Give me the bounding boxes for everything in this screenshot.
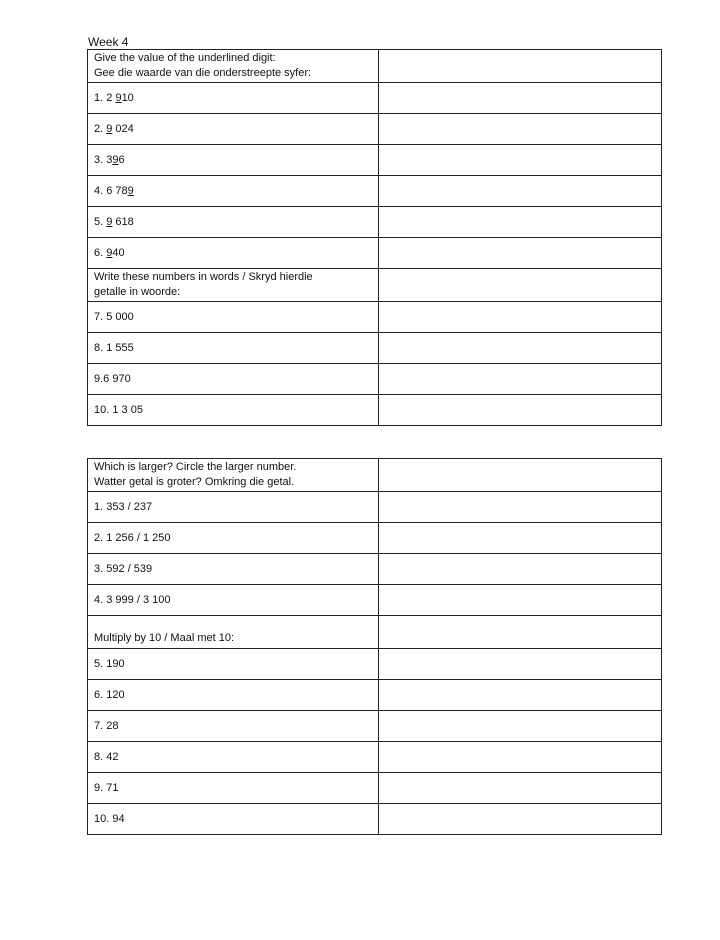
question-cell — [88, 680, 379, 711]
table-row — [88, 83, 662, 114]
section-instruction — [88, 459, 379, 492]
instruction-line: Which is larger? Circle the larger number. — [94, 461, 297, 473]
question-text: 3 999 / 3 100 — [106, 593, 171, 606]
answer-cell[interactable] — [379, 680, 662, 711]
question-text: 5 000 — [106, 310, 134, 323]
answer-cell[interactable] — [379, 238, 662, 269]
section-instruction — [88, 50, 379, 83]
answer-cell[interactable] — [379, 83, 662, 114]
section-instruction — [88, 269, 379, 302]
question-text: 2 — [106, 91, 116, 104]
answer-cell[interactable] — [379, 50, 662, 83]
question-cell — [88, 554, 379, 585]
underlined-digit: 9 — [106, 246, 113, 259]
question-number: 6. — [94, 246, 104, 259]
question-cell — [88, 176, 379, 207]
question-number: 10. — [94, 403, 110, 416]
worksheet-table-2 — [87, 458, 662, 835]
answer-cell[interactable] — [379, 554, 662, 585]
table-row — [88, 773, 662, 804]
question-cell — [88, 523, 379, 554]
question-text: 3 — [106, 153, 113, 166]
question-text: 1 256 / 1 250 — [106, 531, 171, 544]
question-number: 1. — [94, 500, 104, 513]
question-number: 9. — [94, 781, 104, 794]
question-cell — [88, 585, 379, 616]
question-number: 2. — [94, 531, 104, 544]
instruction-line: Write these numbers in words / Skryd hierdie — [94, 271, 313, 283]
question-number: 9 — [94, 372, 101, 385]
question-cell — [88, 364, 379, 395]
question-cell — [88, 773, 379, 804]
answer-cell[interactable] — [379, 364, 662, 395]
question-cell — [88, 238, 379, 269]
table-row — [88, 114, 662, 145]
answer-cell[interactable] — [379, 302, 662, 333]
answer-cell[interactable] — [379, 523, 662, 554]
question-text: 6 — [118, 153, 125, 166]
worksheet-table-1 — [87, 49, 662, 426]
question-text: 10 — [121, 91, 134, 104]
question-text: 592 / 539 — [106, 562, 153, 575]
table-row — [88, 459, 662, 492]
underlined-digit: 9 — [106, 122, 113, 135]
answer-cell[interactable] — [379, 773, 662, 804]
question-cell — [88, 83, 379, 114]
question-number: 5. — [94, 657, 104, 670]
table-row — [88, 616, 662, 649]
answer-cell[interactable] — [379, 145, 662, 176]
answer-cell[interactable] — [379, 207, 662, 238]
question-cell — [88, 649, 379, 680]
answer-cell[interactable] — [379, 711, 662, 742]
table-row — [88, 333, 662, 364]
question-cell — [88, 207, 379, 238]
table-row — [88, 145, 662, 176]
table-row — [88, 492, 662, 523]
answer-cell[interactable] — [379, 649, 662, 680]
question-number: 4. — [94, 593, 104, 606]
instruction-line: Gee die waarde van die onderstreepte syfer: — [94, 67, 312, 79]
question-number: 4. — [94, 184, 104, 197]
table-row — [88, 395, 662, 426]
table-row — [88, 238, 662, 269]
instruction-line: Watter getal is groter? Omkring die getal. — [94, 476, 295, 488]
question-cell — [88, 395, 379, 426]
answer-cell[interactable] — [379, 333, 662, 364]
underlined-digit: 9 — [112, 153, 119, 166]
question-number: 8. — [94, 341, 104, 354]
table-row — [88, 207, 662, 238]
question-text: 1 3 05 — [112, 403, 143, 416]
question-text: 71 — [106, 781, 119, 794]
question-cell — [88, 804, 379, 835]
table-row — [88, 269, 662, 302]
section-instruction — [88, 616, 379, 649]
table-row — [88, 649, 662, 680]
question-number: 7. — [94, 719, 104, 732]
answer-cell[interactable] — [379, 114, 662, 145]
question-number: 3. — [94, 153, 104, 166]
table-row — [88, 554, 662, 585]
question-text: 024 — [112, 122, 134, 135]
question-text: 1 555 — [106, 341, 134, 354]
instruction-line: Give the value of the underlined digit: — [94, 52, 276, 64]
table-row — [88, 680, 662, 711]
question-text: 42 — [106, 750, 119, 763]
question-number: 8. — [94, 750, 104, 763]
answer-cell[interactable] — [379, 616, 662, 649]
table-row — [88, 711, 662, 742]
question-text: 28 — [106, 719, 119, 732]
answer-cell[interactable] — [379, 269, 662, 302]
table-row — [88, 364, 662, 395]
question-text: 40 — [112, 246, 125, 259]
table-row — [88, 50, 662, 83]
instruction-line: Multiply by 10 / Maal met 10: — [94, 632, 235, 644]
question-cell — [88, 302, 379, 333]
underlined-digit: 9 — [106, 215, 113, 228]
question-text: .6 970 — [100, 372, 131, 385]
table-row — [88, 523, 662, 554]
answer-cell[interactable] — [379, 176, 662, 207]
question-cell — [88, 711, 379, 742]
question-cell — [88, 333, 379, 364]
underlined-digit: 9 — [127, 184, 134, 197]
week-label: Week 4 — [88, 35, 129, 49]
question-cell — [88, 492, 379, 523]
answer-cell[interactable] — [379, 804, 662, 835]
question-number: 10. — [94, 812, 110, 825]
answer-cell[interactable] — [379, 492, 662, 523]
question-number: 5. — [94, 215, 104, 228]
question-cell — [88, 742, 379, 773]
question-text: 618 — [112, 215, 134, 228]
question-text: 190 — [106, 657, 125, 670]
table-row — [88, 176, 662, 207]
answer-cell[interactable] — [379, 395, 662, 426]
question-number: 6. — [94, 688, 104, 701]
answer-cell[interactable] — [379, 742, 662, 773]
question-number: 3. — [94, 562, 104, 575]
question-text: 94 — [112, 812, 125, 825]
question-text: 6 78 — [106, 184, 128, 197]
question-text: 353 / 237 — [106, 500, 153, 513]
instruction-line: getalle in woorde: — [94, 286, 181, 298]
question-number: 7. — [94, 310, 104, 323]
question-cell — [88, 114, 379, 145]
table-row — [88, 585, 662, 616]
table-row — [88, 742, 662, 773]
question-number: 1. — [94, 91, 104, 104]
table-row — [88, 302, 662, 333]
question-cell — [88, 145, 379, 176]
question-number: 2. — [94, 122, 104, 135]
answer-cell[interactable] — [379, 585, 662, 616]
table-row — [88, 804, 662, 835]
question-text: 120 — [106, 688, 125, 701]
answer-cell[interactable] — [379, 459, 662, 492]
underlined-digit: 9 — [115, 91, 122, 104]
